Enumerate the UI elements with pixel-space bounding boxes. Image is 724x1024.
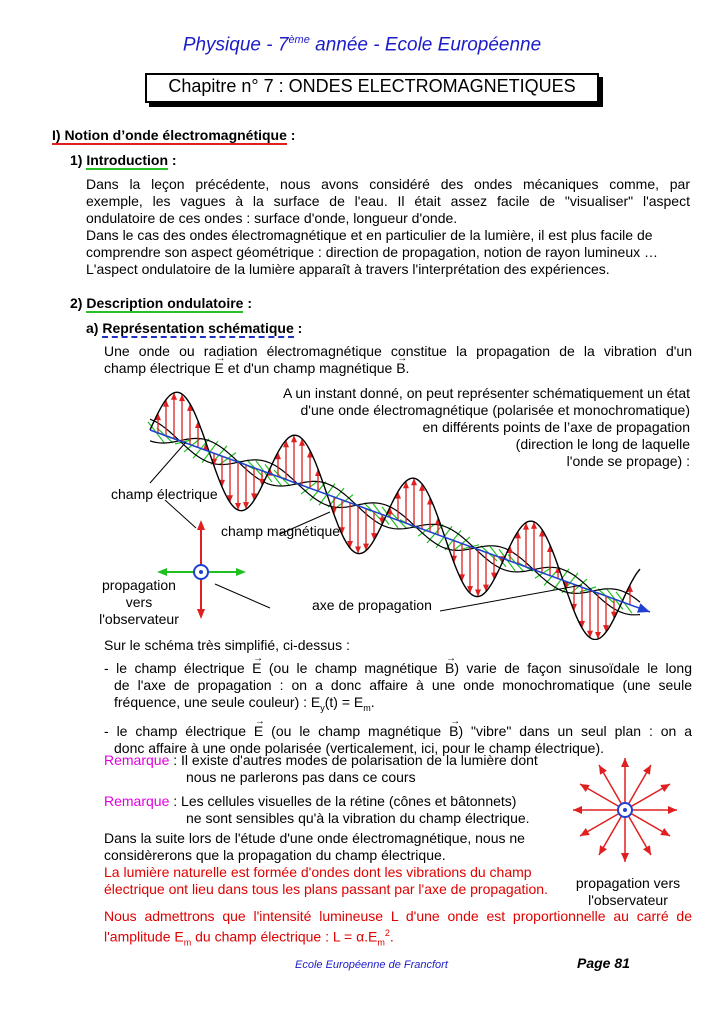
- conclusion-paragraph: Dans la suite lors de l'étude d'une onde électromagnétique, nous ne considèrerons que la propagation du champ électrique. La lumière naturelle est formée d'ondes dont les vibrations du champ électrique ont lieu dans tous les plans passant par l'axe de propagation.: [104, 830, 548, 897]
- subheading-schema: a) Représentation schématique :: [86, 320, 303, 336]
- star-caption: propagation vers l'observateur: [575, 875, 681, 908]
- label-propagation-observer: propagation vers l'observateur: [99, 577, 179, 627]
- description-heading: 2) Description ondulatoire :: [70, 295, 253, 311]
- electric-vector-head: [363, 544, 369, 551]
- figure-caption: A un instant donné, on peut représenter schématiquement un état d'une onde électromagnétique (polarisée et monochromatique) en différents points de l’axe de propagation (direction le long de laquelle l'onde se propage) :: [282, 385, 690, 469]
- page-header-title: Physique - 7ème année - Ecole Européenne: [182, 34, 542, 56]
- footer-page-number: Page 81: [577, 955, 630, 971]
- section-heading: I) Notion d’onde électromagnétique :: [52, 127, 296, 143]
- remark-2: Remarque : Les cellules visuelles de la rétine (cônes et bâtonnets) ne sont sensibles qu'à la vibration du champ électrique.: [104, 793, 530, 826]
- star-arrow-head: [573, 806, 582, 814]
- propagation-axis-head: [637, 603, 650, 612]
- star-arrow-head: [668, 806, 677, 814]
- intro-paragraph: Dans la leçon précédente, nous avons considéré des ondes mécaniques comme, par exemple, les vagues à la surface de l'eau. Il était assez facile de "visualiser" l'aspect ondulatoire de ces ondes : surface d'onde, longueur d'onde. Dans le cas des ondes électromagnétique et en particulier de la lumière, il est plus facile de comprendre son aspect géométrique : direction de propagation, notion de rayon lumineux … L'aspect ondulatoire de la lumière apparaît à travers l'interprétation des expériences.: [86, 176, 690, 277]
- electric-vector-head: [403, 481, 409, 488]
- remark-1: Remarque : Il existe d'autres modes de polarisation de la lumière dont nous ne parlerons pas dans ce cours: [104, 752, 538, 785]
- description-paragraph: Une onde ou radiation électromagnétique constitue la propagation de la vibration d'un champ électrique → E et d'un champ magnétique → B.: [104, 343, 692, 377]
- intro-heading: 1) Introduction :: [70, 152, 177, 168]
- label-electric-field: champ électrique: [111, 486, 218, 502]
- star-arrow-head: [621, 758, 629, 767]
- footer-school: Ecole Européenne de Francfort: [295, 959, 448, 971]
- label-magnetic-field: champ magnétique: [221, 523, 341, 539]
- label-propagation-axis: axe de propagation: [312, 597, 432, 613]
- schema-explanation: Sur le schéma très simplifié, ci-dessus : - le champ électrique → E (ou le champ magnétique → B) varie de façon sinusoïdale le long de l'axe de propagation : on a donc affaire à une onde monochromatique (une seule fréquence, une seule couleur) : $E_y(t) = E_m$. - le champ électrique → E (ou le champ magnétique → B) "vibre" dans un seul plan : on a donc affaire à une onde polarisée (verticalement, ici, pour le champ électrique).: [104, 637, 692, 757]
- chapter-title: Chapitre n° 7 : ONDES ELECTROMAGNETIQUES: [168, 76, 576, 96]
- natural-light-star-diagram: [560, 752, 690, 872]
- intensity-law: Nous admettrons que l'intensité lumineuse L d'une onde est proportionnelle au carré de l'amplitude $E_m$ du champ électrique : $L = \alpha.E_m^2$.: [104, 908, 692, 948]
- propagation-axis: [150, 430, 650, 612]
- star-arrow-head: [621, 853, 629, 862]
- magnetic-curve-mirror: [150, 419, 640, 602]
